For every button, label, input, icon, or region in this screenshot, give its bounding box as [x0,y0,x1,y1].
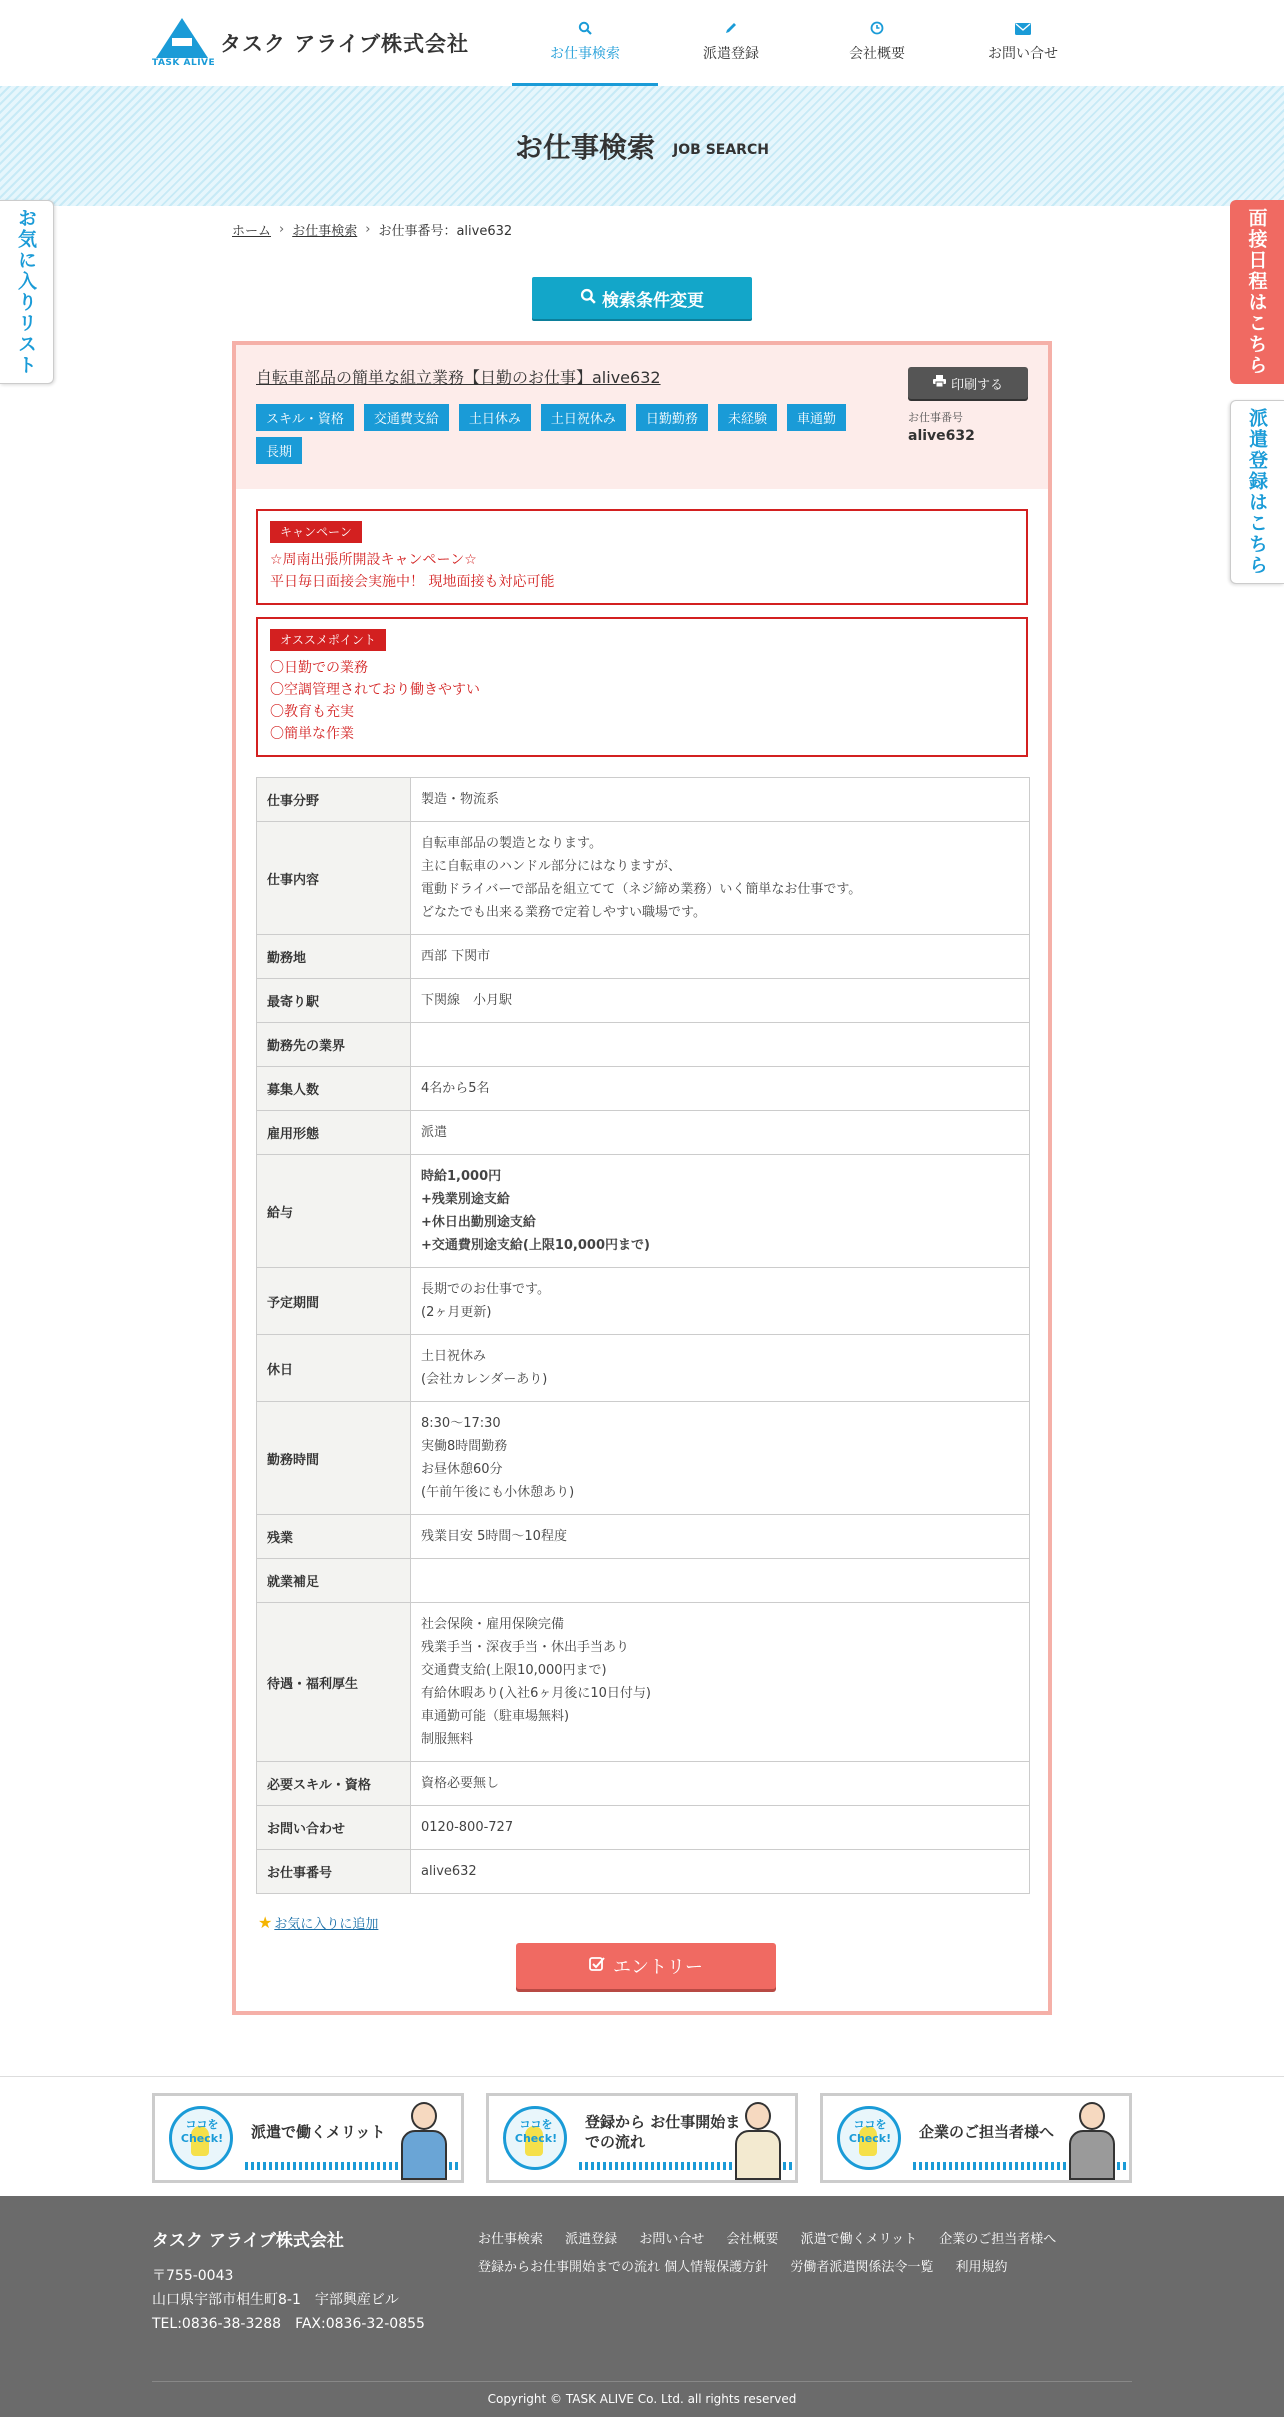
nav-company[interactable] [804,0,950,86]
favorites-list-label: お気に入りリスト [15,208,37,376]
footer-link[interactable]: 派遣登録 [565,2232,618,2247]
table-row [257,1402,1030,1515]
footer-company-name: タスク アライブ株式会社 [152,2231,344,2251]
dispatch-register-label: 派遣登録はこちら [1246,408,1268,576]
footer-links [478,2226,1098,2282]
table-row [257,935,1030,979]
interview-schedule-tab[interactable] [1230,200,1284,384]
company-logo[interactable] [152,18,469,70]
site-header [0,0,1284,86]
footer-address [152,2264,425,2336]
table-row [257,1762,1030,1806]
row-value [411,1559,1030,1603]
row-label: 就業補足 [257,1559,411,1603]
entry-button[interactable] [516,1943,776,1989]
job-tag: 交通費支給 [364,404,449,431]
banner-merit[interactable] [152,2093,464,2183]
row-label: 勤務先の業界 [257,1023,411,1067]
footer-link[interactable]: 労働者派遣関係法令一覧 [790,2260,934,2275]
footer-postal: 〒755-0043 [152,2268,234,2284]
row-label: 勤務時間 [257,1402,411,1515]
table-row [257,1559,1030,1603]
job-number-value: alive632 [908,428,975,444]
printer-icon [933,375,946,391]
footer-link[interactable]: 利用規約 [955,2260,1008,2275]
row-value: 資格必要無し [411,1762,1030,1806]
person-illustration-icon [1069,2102,1115,2180]
nav-register[interactable] [658,0,804,86]
breadcrumb-search[interactable]: お仕事検索 [292,224,358,239]
person-illustration-icon [735,2102,781,2180]
row-label: 仕事内容 [257,822,411,935]
nav-label: お問い合せ [988,45,1058,62]
page-title: お仕事検索 [515,131,656,164]
logo-subtext: TASK ALIVE [152,58,216,68]
job-tag: 車通勤 [787,404,846,431]
row-label: お問い合わせ [257,1806,411,1850]
table-row [257,1806,1030,1850]
row-value: 自転車部品の製造となります。 主に自転車のハンドル部分にはなりますが、 電動ドライバーで部品を組立てて（ネジ締め業務）いく簡単なお仕事です。 どなたでも出来る業務で定着しやすい職場です。 [411,822,1030,935]
recommend-line: 〇教育も充実 [270,704,354,720]
page-banner [0,86,1284,206]
recommend-line: 〇簡単な作業 [270,726,354,742]
row-value: 土日祝休み (会社カレンダーあり) [411,1335,1030,1402]
campaign-line: 平日毎日面接会実施中！ 現地面接も対応可能 [270,574,555,590]
interview-schedule-label: 面接日程はこちら [1245,208,1268,376]
footer-link[interactable]: 派遣で働くメリット [800,2232,918,2247]
nav-label: 会社概要 [849,45,905,62]
banner-flow[interactable] [486,2093,798,2183]
job-detail-card [232,341,1052,2015]
footer-divider [152,2381,1132,2382]
recommend-label: オススメポイント [270,629,386,651]
job-header [236,345,1048,489]
recommend-line: 〇日勤での業務 [270,660,368,676]
table-row [257,1850,1030,1894]
banner-text: 派遣で働くメリット [251,2123,386,2141]
mail-icon [1015,21,1031,39]
site-footer [0,2196,1284,2417]
logo-mark [152,18,216,70]
add-favorite-label: お気に入りに追加 [274,1917,379,1932]
row-value: 0120-800-727 [411,1806,1030,1850]
row-label: 待遇・福利厚生 [257,1603,411,1762]
change-search-label: 検索条件変更 [602,290,704,311]
job-tag: 土日祝休み [541,404,626,431]
table-row [257,1111,1030,1155]
table-row [257,979,1030,1023]
row-value: 社会保険・雇用保険完備 残業手当・深夜手当・休出手当あり 交通費支給(上限10,000円まで) 有給休暇あり(入社6ヶ月後に10日付与) 車通勤可能（駐車場無料) 制服無料 [411,1603,1030,1762]
row-value: 下関線 小月駅 [411,979,1030,1023]
row-label: 最寄り駅 [257,979,411,1023]
row-value: alive632 [411,1850,1030,1894]
row-label: 予定期間 [257,1268,411,1335]
job-tags [256,404,866,464]
person-illustration-icon [401,2102,447,2180]
table-row [257,1155,1030,1268]
table-row [257,1603,1030,1762]
footer-street: 山口県宇部市相生町8-1 宇部興産ビル [152,2292,399,2308]
footer-link[interactable]: 登録からお仕事開始までの流れ [478,2260,661,2275]
favorites-list-tab[interactable] [0,200,54,384]
nav-job-search[interactable] [512,0,658,86]
search-icon [580,288,596,309]
row-label: 必要スキル・資格 [257,1762,411,1806]
table-row [257,1023,1030,1067]
recommend-line: 〇空調管理されており働きやすい [270,682,480,698]
company-name: タスク アライブ株式会社 [220,32,470,56]
banner-text: 登録から お仕事開始までの流れ [585,2113,741,2151]
checkbox-icon [589,1956,605,1977]
row-value: 時給1,000円 +残業別途支給 +休日出勤別途支給 +交通費別途支給(上限10,000円まで) [411,1155,1030,1268]
banner-text: 企業のご担当者様へ [919,2123,1055,2141]
footer-link[interactable]: お仕事検索 [478,2232,544,2247]
footer-link[interactable]: お問い合せ [639,2232,705,2247]
table-row [257,778,1030,822]
recommend-box [256,617,1028,757]
row-value: 4名から5名 [411,1067,1030,1111]
entry-label: エントリー [613,1957,703,1978]
job-tag: 土日休み [459,404,531,431]
row-value: 残業目安 5時間～10程度 [411,1515,1030,1559]
campaign-label: キャンペーン [270,521,362,543]
job-info-table [256,777,1030,1894]
nav-label: 派遣登録 [703,45,759,62]
row-label: 休日 [257,1335,411,1402]
footer-link[interactable]: 個人情報保護方針 [664,2260,769,2275]
row-label: 勤務地 [257,935,411,979]
row-value: 派遣 [411,1111,1030,1155]
nav-label: お仕事検索 [550,45,620,62]
row-label: お仕事番号 [257,1850,411,1894]
banner-check-label: ココを Check! [848,2118,892,2145]
row-label: 残業 [257,1515,411,1559]
star-icon: ★ [258,1913,273,1932]
promo-banners [0,2076,1284,2196]
campaign-line: ☆周南出張所開設キャンペーン☆ [270,552,477,568]
row-value: 8:30～17:30 実働8時間勤務 お昼休憩60分 (午前午後にも小休憩あり) [411,1402,1030,1515]
chevron-right-icon: › [365,222,371,237]
search-icon [578,21,592,39]
banner-companies[interactable] [820,2093,1132,2183]
job-tag: 長期 [256,437,302,464]
row-label: 雇用形態 [257,1111,411,1155]
breadcrumb [232,220,512,239]
table-row [257,1335,1030,1402]
breadcrumb-home[interactable]: ホーム [232,224,272,239]
table-row [257,822,1030,935]
dispatch-register-tab[interactable] [1230,400,1284,584]
add-favorite-link[interactable] [258,1913,378,1932]
banner-check-label: ココを Check! [180,2118,224,2145]
print-button[interactable] [908,367,1028,399]
nav-contact[interactable] [950,0,1096,86]
table-row [257,1067,1030,1111]
copyright: Copyright © TASK ALIVE Co. Ltd. all rights reserved [487,2392,797,2406]
footer-link[interactable]: 企業のご担当者様へ [939,2232,1057,2247]
row-value: 製造・物流系 [411,778,1030,822]
row-label: 給与 [257,1155,411,1268]
job-tag: 日勤勤務 [636,404,708,431]
row-label: 仕事分野 [257,778,411,822]
row-value: 長期でのお仕事です。 (2ヶ月更新) [411,1268,1030,1335]
job-number-label: お仕事番号 [908,411,963,424]
main-nav [512,0,1096,86]
row-value [411,1023,1030,1067]
footer-link[interactable]: 会社概要 [726,2232,779,2247]
job-title[interactable]: 自転車部品の簡単な組立業務【日勤のお仕事】alive632 [256,368,661,387]
pencil-icon [724,21,738,39]
print-label: 印刷する [950,377,1003,393]
footer-tel: TEL:0836-38-3288 FAX:0836-32-0855 [152,2316,425,2332]
chevron-right-icon: › [279,222,285,237]
row-label: 募集人数 [257,1067,411,1111]
change-search-button[interactable] [532,277,752,319]
breadcrumb-current: お仕事番号：alive632 [378,224,513,239]
clock-icon [870,21,884,39]
banner-check-label: ココを Check! [514,2118,558,2145]
table-row [257,1515,1030,1559]
job-tag: 未経験 [718,404,777,431]
job-tag: スキル・資格 [256,404,354,431]
page-subtitle: JOB SEARCH [673,142,769,158]
row-value: 西部 下関市 [411,935,1030,979]
campaign-box [256,509,1028,605]
table-row [257,1268,1030,1335]
